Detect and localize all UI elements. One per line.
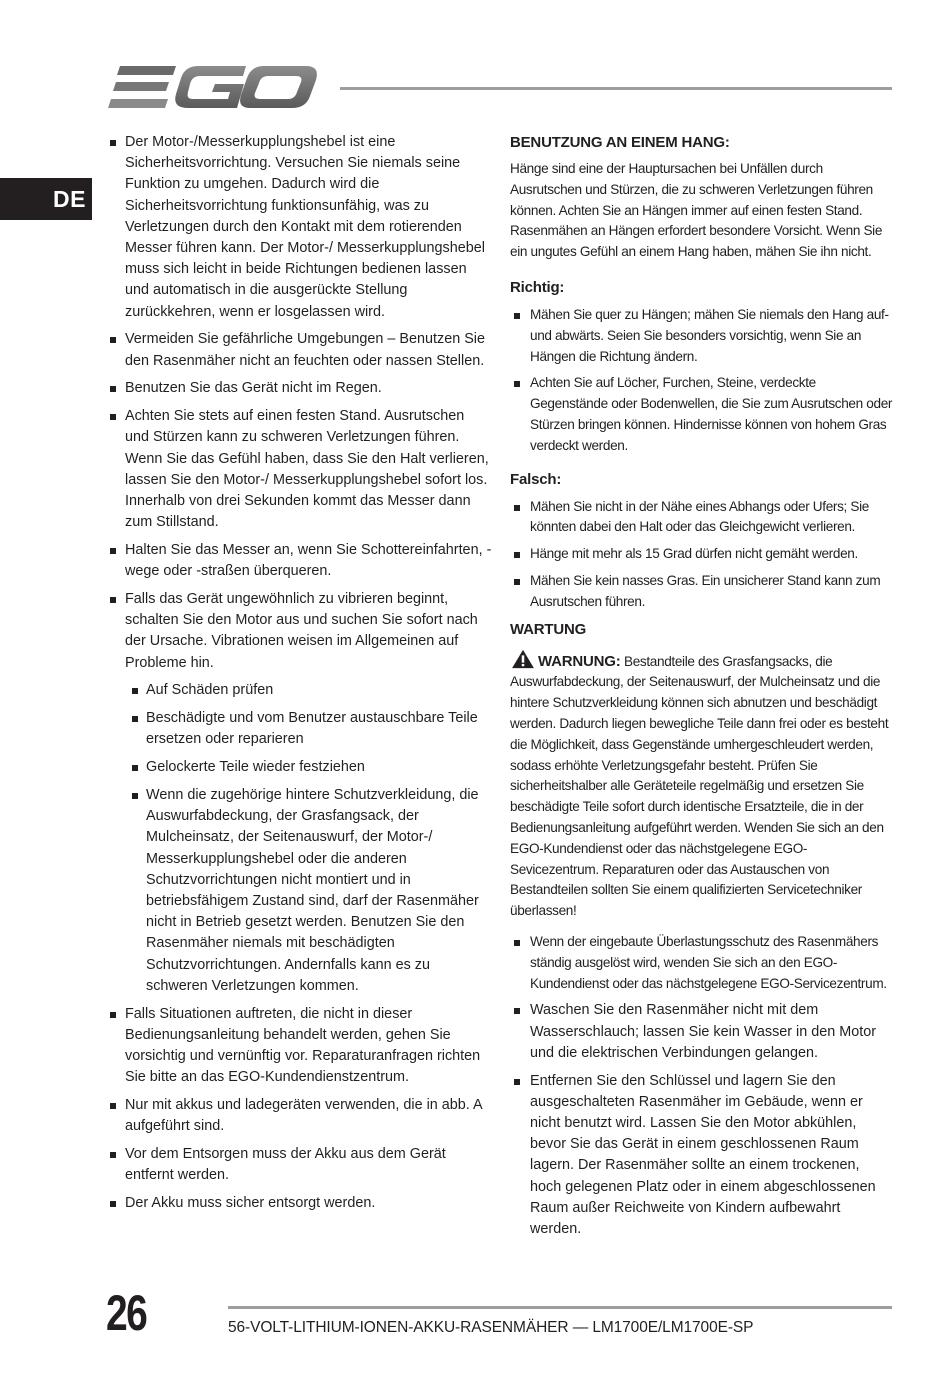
wrong-list — [510, 497, 894, 613]
list-item: Vermeiden Sie gefährliche Umgebungen – Benutzen Sie den Rasenmäher nicht an feuchten oder nassen Stellen. — [108, 329, 492, 371]
list-item: Der Motor-/Messerkupplungshebel ist eine Sicherheitsvorrichtung. Versuchen Sie niemals seine Funktion zu umgehen. Dadurch wird die Sicherheitsvorrichtung funktionsunfähig, was zu Verletzungen durch den Kontakt mit dem rotierenden Messer führen kann. Der Motor-/ Messerkupplungshebel muss sich leicht in beide Richtungen bedienen lassen und automatisch in die ausgerückte Stellung zurückkehren, wenn er losgelassen wird. — [108, 132, 492, 323]
vibration-sub-list — [125, 680, 492, 997]
sub-list-item: Auf Schäden prüfen — [126, 680, 492, 701]
list-item: Achten Sie stets auf einen festen Stand. Ausrutschen und Stürzen kann zu schweren Verletzungen führen. Wenn Sie das Gefühl haben, dass Sie den Halt verlieren, lassen Sie den Motor-/ Messerkupplungshebel sofort los. Innerhalb von drei Sekunden kommt das Messer dann zum Stillstand. — [108, 406, 492, 533]
list-item: Waschen Sie den Rasenmäher nicht mit dem Wasserschlauch; lassen Sie kein Wasser in den Motor und die elektrischen Verbindungen gelangen. — [510, 1000, 894, 1064]
footer-rule — [228, 1306, 892, 1309]
list-item: Vor dem Entsorgen muss der Akku aus dem Gerät entfernt werden. — [108, 1144, 492, 1186]
slope-heading: BENUTZUNG AN EINEM HANG: — [510, 134, 730, 151]
list-item: Mähen Sie kein nasses Gras. Ein unsicherer Stand kann zum Ausrutschen führen. — [510, 571, 894, 613]
list-item-text: Falls das Gerät ungewöhnlich zu vibrieren beginnt, schalten Sie den Motor aus und suchen Sie sofort nach der Ursache. Vibrationen weisen im Allgemeinen auf Probleme hin. — [125, 591, 478, 671]
left-column — [108, 132, 492, 1221]
list-item: Mähen Sie nicht in der Nähe eines Abhangs oder Ufers; Sie könnten dabei den Halt oder das Gleichgewicht verlieren. — [510, 497, 894, 539]
right-column — [510, 132, 894, 1247]
list-item: Mähen Sie quer zu Hängen; mähen Sie niemals den Hang auf- und abwärts. Seien Sie besonders vorsichtig, wenn Sie an Hängen die Richtung ändern. — [510, 305, 894, 367]
list-item: Nur mit akkus und ladegeräten verwenden, die in abb. A aufgeführt sind. — [108, 1095, 492, 1137]
correct-list — [510, 305, 894, 457]
sub-list-item: Gelockerte Teile wieder festziehen — [126, 757, 492, 778]
list-item: Falls Situationen auftreten, die nicht in dieser Bedienungsanleitung behandelt werden, gehen Sie vorsichtig und vernünftig vor. Reparaturanfragen richten Sie bitte an das EGO-Kundendienstzentrum. — [108, 1004, 492, 1089]
slope-intro: Hänge sind eine der Hauptursachen bei Unfällen durch Ausrutschen und Stürzen, die zu schweren Verletzungen führen können. Achten Sie an Hängen immer auf einen festen Stand. Rasenmähen an Hängen erfordert besondere Vorsicht. Wenn Sie ein ungutes Gefühl an einem Hang haben, mähen Sie ihn nicht. — [510, 161, 883, 260]
maintenance-heading: WARTUNG — [510, 620, 587, 638]
sub-list-item: Wenn die zugehörige hintere Schutzverkleidung, die Auswurfabdeckung, der Grasfangsack, der Mulcheinsatz, der Seitenauswurf, der Motor-/ Messerkupplungshebel oder die anderen Schutzvorrichtungen nicht montiert und in betriebsfähigem Zustand sind, darf der Rasenmäher nicht in Betrieb gesetzt werden. Benutzen Sie den Rasenmäher niemals mit beschädigten Schutzvorrichtungen. Andernfalls kann es zu schweren Verletzungen kommen. — [126, 785, 492, 997]
language-tab: DE — [0, 178, 92, 220]
list-item: Hänge mit mehr als 15 Grad dürfen nicht gemäht werden. — [510, 544, 894, 565]
list-item: Benutzen Sie das Gerät nicht im Regen. — [108, 378, 492, 399]
footer-title: 56-VOLT-LITHIUM-IONEN-AKKU-RASENMÄHER — LM1700E/LM1700E-SP — [228, 1319, 754, 1336]
header-rule — [340, 87, 892, 90]
maintenance-list — [510, 1000, 894, 1240]
list-item: Wenn der eingebaute Überlastungsschutz des Rasenmähers ständig ausgelöst wird, wenden Sie sich an den EGO-Kundendienst oder das nächstgelegene EGO-Servicezentrum. — [510, 932, 894, 994]
warning-triangle-icon — [510, 649, 536, 669]
list-item: Entfernen Sie den Schlüssel und lagern Sie den ausgeschalteten Rasenmäher im Gebäude, wenn er nicht benutzt wird. Lassen Sie den Motor abkühlen, bevor Sie das Gerät in einem geschlossenen Raum lagern. Der Rasenmäher sollte an einem trockenen, hoch gelegenen Platz oder in einem abgeschlossenen Raum außer Reichweite von Kindern aufbewahrt werden. — [510, 1071, 894, 1241]
maintenance-list-narrow — [510, 932, 894, 994]
ego-logo — [106, 62, 318, 114]
list-item: Halten Sie das Messer an, wenn Sie Schottereinfahrten, -wege oder -straßen überqueren. — [108, 540, 492, 582]
correct-heading: Richtig: — [510, 278, 565, 296]
list-item: Achten Sie auf Löcher, Furchen, Steine, verdeckte Gegenstände oder Bodenwellen, die Sie zum Ausrutschen oder Stürzen bringen können. Hindernisse können von hohem Gras verdeckt werden. — [510, 373, 894, 456]
safety-list — [108, 132, 492, 1214]
sub-list-item: Beschädigte und vom Benutzer austauschbare Teile ersetzen oder reparieren — [126, 708, 492, 750]
warning-paragraph — [510, 649, 894, 922]
list-item: Der Akku muss sicher entsorgt werden. — [108, 1193, 492, 1214]
warning-label: WARNUNG: — [538, 652, 621, 670]
wrong-heading: Falsch: — [510, 470, 562, 488]
list-item — [108, 589, 492, 997]
warning-text: Bestandteile des Grasfangsacks, die Auswurfabdeckung, der Seitenauswurf, der Mulcheinsatz und die hintere Schutzverkleidung können sich abnutzen und beschädigt werden. Dadurch liegen bewegliche Teile dann frei oder es besteht die Möglichkeit, dass Gegenstände umhergeschleudert werden, sodass erhöhte Verletzungsgefahr besteht. Prüfen Sie sicherheitshalber alle Geräteteile regelmäßig und ersetzen Sie beschädigte Teile sofort durch identische Ersatzteile, die in der Bedienungsanleitung aufgeführt werden. Wenden Sie sich an den EGO-Kundendienst oder das nächstgelegene EGO-Sevicezentrum. Reparaturen oder das Austauschen von Bestandteilen sollten Sie einem qualifizierten Servicetechniker überlassen! — [510, 653, 889, 919]
page-number: 26 — [106, 1285, 147, 1341]
